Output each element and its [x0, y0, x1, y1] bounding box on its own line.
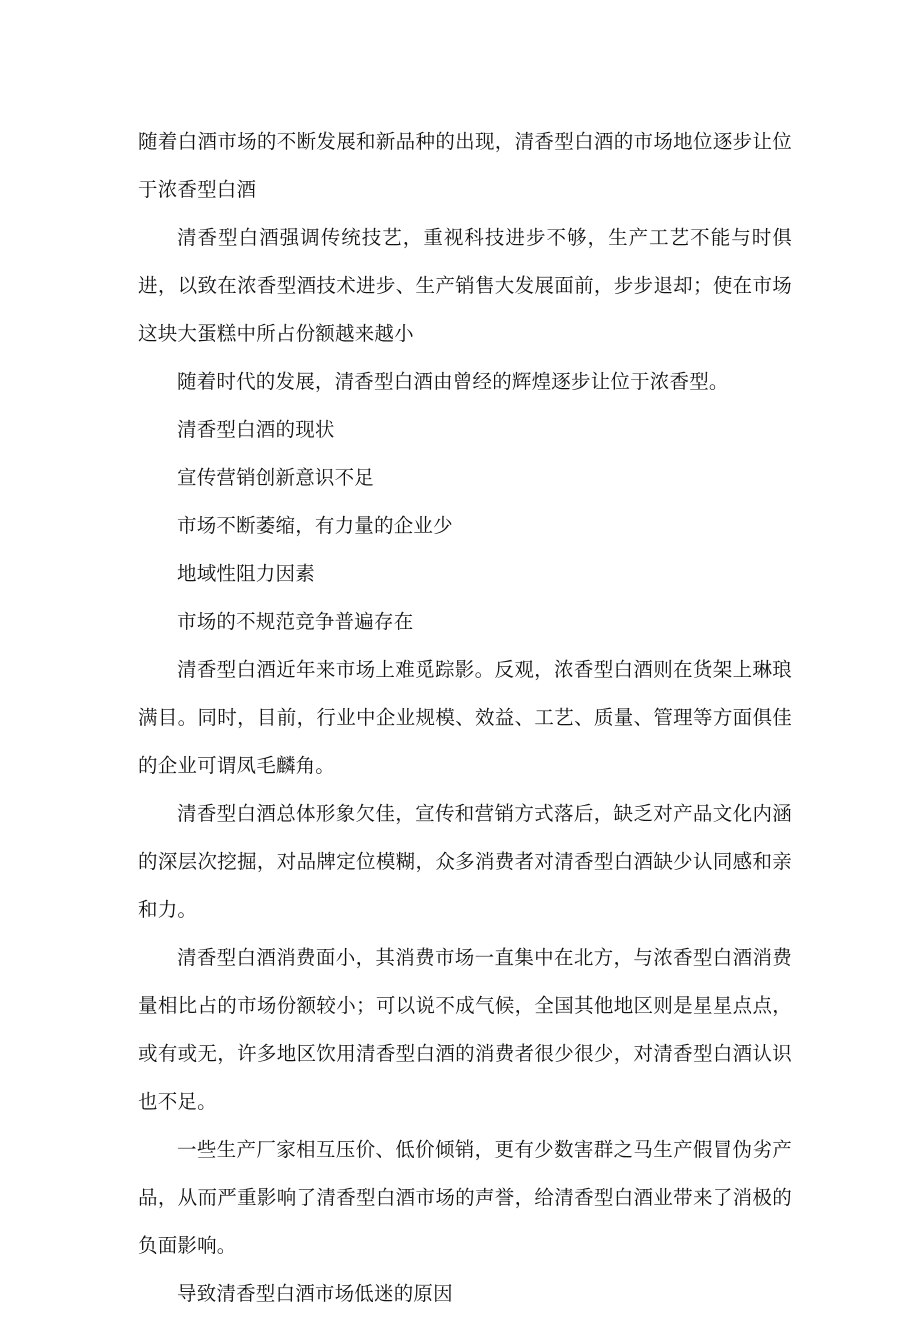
point-unregulated-competition: 市场的不规范竞争普遍存在: [177, 610, 414, 633]
paragraph-11: 清香型白酒消费面小，其消费市场一直集中在北方，与浓香型白酒消费量相比占的市场份额较小；可以说不成气候，全国其他地区则是星星点点，或有或无，许多地区饮用清香型白酒的消费者很少很少，对清香型白酒认识也不足。: [138, 946, 792, 1113]
paragraph-1: 随着白酒市场的不断发展和新品种的出现，清香型白酒的市场地位逐步让位于浓香型白酒: [138, 130, 792, 201]
section-heading-causes: 导致清香型白酒市场低迷的原因: [177, 1282, 453, 1305]
paragraph-12: 一些生产厂家相互压价、低价倾销，更有少数害群之马生产假冒伪劣产品，从而严重影响了清香型白酒市场的声誉，给清香型白酒业带来了消极的负面影响。: [138, 1138, 792, 1257]
point-regional-resistance: 地域性阻力因素: [177, 562, 315, 585]
paragraph-10: 清香型白酒总体形象欠佳，宣传和营销方式落后，缺乏对产品文化内涵的深层次挖掘，对品牌定位模糊，众多消费者对清香型白酒缺少认同感和亲和力。: [138, 802, 792, 921]
document-body: [138, 118, 792, 1318]
paragraph-2: 清香型白酒强调传统技艺，重视科技进步不够，生产工艺不能与时俱进，以致在浓香型酒技术进步、生产销售大发展面前，步步退却；使在市场这块大蛋糕中所占份额越来越小: [138, 226, 792, 345]
point-market-shrinking: 市场不断萎缩，有力量的企业少: [177, 514, 453, 537]
point-marketing: 宣传营销创新意识不足: [177, 466, 375, 489]
section-heading-status: 清香型白酒的现状: [177, 418, 335, 441]
paragraph-3: 随着时代的发展，清香型白酒由曾经的辉煌逐步让位于浓香型。: [177, 370, 729, 393]
paragraph-9: 清香型白酒近年来市场上难觅踪影。反观，浓香型白酒则在货架上琳琅满目。同时，目前，行业中企业规模、效益、工艺、质量、管理等方面俱佳的企业可谓凤毛麟角。: [138, 658, 792, 777]
